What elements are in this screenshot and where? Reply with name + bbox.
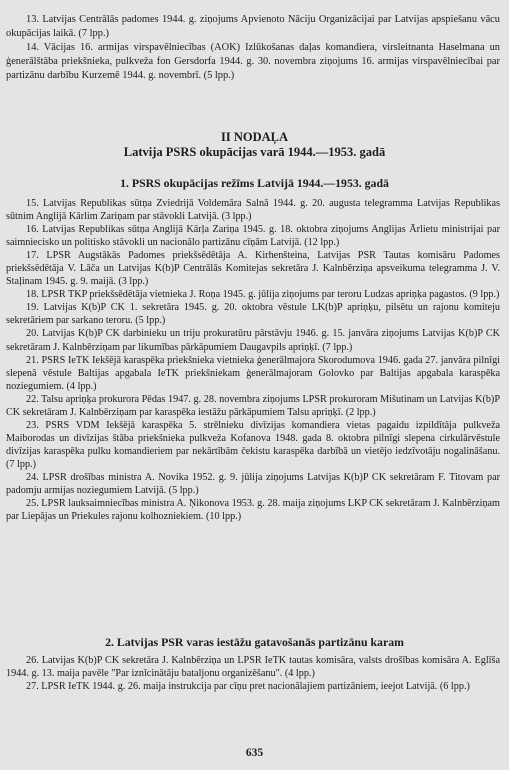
part-subtitle: Latvija PSRS okupācijas varā 1944.—1953. gadā — [123, 145, 386, 159]
list-item: 26. Latvijas K(b)P CK sekretāra J. Kalnbērziņa un LPSR IeTK tautas komisāra, valsts drošības komisāra A. Eglīša 1944. g. 13. maija pavēle "Par iznīcinātāju bataljonu organizēšanu". (4 lpp.) — [6, 655, 500, 680]
list-item: 13. Latvijas Centrālās padomes 1944. g. ziņojums Apvienoto Nāciju Organizācijai par Latvijas apspiešanu vācu okupācijas laikā. (7 lpp.) — [6, 14, 500, 39]
top-entries — [6, 13, 500, 83]
list-item: 25. LPSR lauksaimniecības ministra A. Ņikonova 1953. g. 28. maija ziņojums LKP CK sekretāram J. Kalnbērziņam par Liepājas un Priekules rajonu kolhozniekiem. (10 lpp.) — [6, 498, 500, 523]
list-item: 16. Latvijas Republikas sūtņa Anglijā Kārļa Zariņa 1945. g. 18. oktobra ziņojums Anglijas Ārlietu ministrijai par saimniecisko un politisko stāvokli un nacionālo partizānu cīņām Latvijā. (12 lpp.) — [6, 224, 500, 249]
list-item: 15. Latvijas Republikas sūtņa Zviedrijā Voldemāra Salnā 1944. g. 20. augusta telegramma Latvijas Republikas sūtnim Anglijā Kārlim Zariņam par stāvokli Latvijā. (3 lpp.) — [6, 198, 500, 223]
page-number: 635 — [245, 747, 264, 759]
section-heading-1: 1. PSRS okupācijas režīms Latvijā 1944.—1953. gadā — [120, 176, 389, 190]
list-item: 22. Talsu apriņķa prokurora Pēdas 1947. g. 28. novembra ziņojums LPSR prokuroram Mišutinam un Latvijas K(b)P CK sekretāram J. Kalnbērziņam par karaspēka iestāžu pārkāpumiem Talsu apriņķī. (2 lpp.) — [6, 393, 500, 418]
list-item: 19. Latvijas K(b)P CK 1. sekretāra 1945. g. 20. oktobra vēstule LK(b)P apriņķu, pilsētu un rajonu komiteju sekretāriem par sarkano teroru. (5 lpp.) — [6, 302, 500, 327]
part-heading: II NODAĻA — [220, 130, 289, 144]
section-2-list — [6, 654, 500, 693]
list-item: 21. PSRS IeTK Iekšējā karaspēka priekšnieka vietnieka ģenerālmajora Skorodumova 1946. gada 27. janvāra pilnīgi slepenā vēstule Baltijas apgabala IeTK priekšniekam ģenerālmajoram Golovko par Baltijas apgabala karaspēka noziegumiem. (4 lpp.) — [6, 354, 500, 392]
list-item: 23. PSRS VDM Iekšējā karaspēka 5. strēlnieku divīzijas komandiera vietas pagaidu izpildītāja pulkveža Maiborodas un divīzijas štāba priekšnieka pulkveža Kofanova 1948. gada 8. oktobra pilnīgi slepena cirkulārvēstule divīzijas karaspēka pulku komandieriem par nekārtībām čekistu karaspēka darbībā un vietējo iedzīvotāju nogalināšanu. (7 lpp.) — [6, 419, 500, 470]
chapter-header — [0, 130, 509, 191]
section-heading-2: 2. Latvijas PSR varas iestāžu gatavošanās partizānu karam — [105, 635, 404, 649]
list-item: 17. LPSR Augstākās Padomes priekšsēdētāja A. Kirhenšteina, Latvijas PSR Tautas komisāru Padomes priekšsēdētāja V. Lāča un Latvijas K(b)P Centrālās Komitejas sekretāra J. Kalnbērziņa apsveikuma telegramma J. V. Staļinam 1945. g. 9. maijā. (3 lpp.) — [6, 250, 500, 288]
list-item: 20. Latvijas K(b)P CK darbinieku un triju prokuratūru pārstāvju 1946. g. 15. janvāra ziņojums Latvijas K(b)P CK sekretāram J. Kalnbērziņam par likumības pārkāpumiem Daugavpils apriņķī. (7 lpp.) — [6, 328, 500, 353]
section-1-list — [6, 197, 500, 523]
list-item: 27. LPSR IeTK 1944. g. 26. maija instrukcija par cīņu pret nacionālajiem partizāniem, ieejot Latvijā. (6 lpp.) — [26, 681, 470, 693]
list-item: 14. Vācijas 16. armijas virspavēlniecības (AOK) Izlūkošanas daļas komandiera, virsleitnanta Haselmana un ģenerālštāba priekšnieka, pulkveža fon Gersdorfa 1944. g. 30. novembra ziņojums 16. armijas virspavēlniecībai par partizānu darbību Kurzemē 1944. g. novembrī. (5 lpp.) — [6, 42, 500, 81]
list-item: 24. LPSR drošības ministra A. Novika 1952. g. 9. jūlija ziņojums Latvijas K(b)P CK sekretāram F. Titovam par padomju armijas noziegumiem Latvijā. (5 lpp.) — [6, 471, 500, 497]
list-item: 18. LPSR TKP priekšsēdētāja vietnieka J. Roņa 1945. g. jūlija ziņojums par teroru Ludzas apriņķa pagastos. (9 lpp.) — [26, 289, 500, 301]
